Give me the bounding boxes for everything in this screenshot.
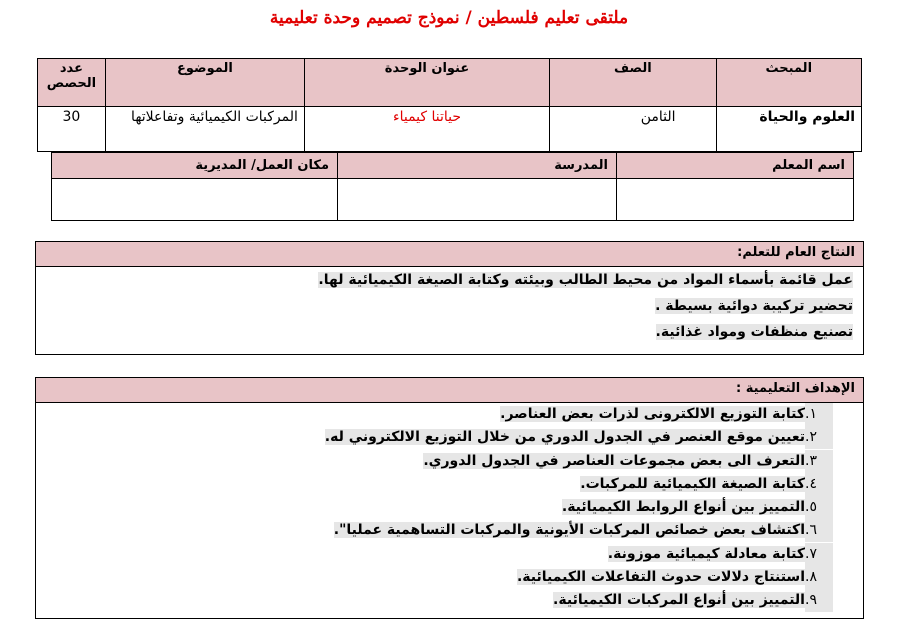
header-school: المدرسة — [338, 153, 617, 179]
learning-objectives-section — [35, 377, 864, 619]
objective-number: ٤. — [805, 473, 833, 496]
objective-number: ٨. — [805, 566, 833, 589]
info-value-row — [38, 107, 862, 152]
objective-text: استنتاج دلالات حدوث التفاعلات الكيميائية. — [516, 569, 805, 586]
objective-item — [36, 589, 863, 612]
info-header-row — [38, 59, 862, 107]
general-outcomes-section — [35, 241, 864, 355]
teacher-input-row — [52, 179, 854, 221]
workplace-field[interactable] — [52, 179, 338, 221]
header-subject: المبحث — [716, 59, 861, 107]
value-topic: المركبات الكيميائية وتفاعلاتها — [105, 107, 304, 152]
objective-text: كتابة معادلة كيميائية موزونة. — [607, 545, 805, 562]
outcome-text: تحضير تركيبة دوائية بسيطة . — [655, 298, 853, 314]
objective-text: تعيين موقع العنصر في الجدول الدوري من خلال التوزيع الالكتروني له. — [324, 429, 805, 446]
outcome-item — [36, 319, 863, 345]
objective-text: كتابة التوزيع الالكترونى لذرات بعض العناصر. — [500, 406, 805, 422]
objective-number: ٧. — [805, 543, 833, 566]
page-title: ملتقى تعليم فلسطين / نموذج تصميم وحدة تعليمية — [269, 8, 629, 28]
value-unit-title: حياتنا كيمياء — [304, 107, 549, 152]
value-grade: الثامن — [550, 107, 716, 152]
objective-item — [36, 450, 863, 473]
header-grade: الصف — [550, 59, 716, 107]
objective-item — [36, 403, 863, 426]
header-workplace: مكان العمل/ المديرية — [52, 153, 338, 179]
objective-number: ٩. — [805, 589, 833, 612]
objective-text: كتابة الصيغة الكيميائية للمركبات. — [580, 475, 805, 492]
objective-item — [36, 543, 863, 566]
header-teacher-name: اسم المعلم — [617, 153, 854, 179]
objective-item — [36, 566, 863, 589]
header-unit-title: عنوان الوحدة — [304, 59, 549, 107]
objective-item — [36, 519, 863, 542]
teacher-table — [51, 152, 854, 221]
objective-text: التمييز بين أنواع الروابط الكيميائية. — [561, 499, 805, 516]
objective-number: ٦. — [805, 519, 833, 542]
outcome-text: تصنيع منظفات ومواد غذائية. — [655, 324, 853, 340]
objective-text: التعرف الى بعض مجموعات العناصر في الجدول الدوري. — [423, 452, 805, 469]
header-periods: عدد الحصص — [38, 59, 106, 107]
objective-number: ٢. — [805, 426, 833, 449]
teacher-name-field[interactable] — [617, 179, 854, 221]
school-field[interactable] — [338, 179, 617, 221]
teacher-header-row — [52, 153, 854, 179]
objective-number: ٥. — [805, 496, 833, 519]
unit-info-table — [37, 58, 862, 152]
value-subject: العلوم والحياة — [716, 107, 861, 152]
header-topic: الموضوع — [105, 59, 304, 107]
objective-text: اكتشاف بعض خصائص المركبات الأيونية والمركبات التساهمية عمليا". — [333, 522, 805, 539]
objective-text: التمييز بين أنواع المركبات الكيميائية. — [553, 592, 805, 609]
objective-item — [36, 426, 863, 449]
outcome-item — [36, 293, 863, 319]
outcome-text: عمل قائمة بأسماء المواد من محيط الطالب وبيئته وكتابة الصيغة الكيميائية لها. — [318, 272, 853, 288]
objective-item — [36, 473, 863, 496]
objectives-heading: الإهداف التعليمية : — [36, 378, 863, 403]
objective-number: ١. — [805, 403, 833, 426]
outcome-item — [36, 267, 863, 293]
objective-number: ٣. — [805, 450, 833, 473]
objective-item — [36, 496, 863, 519]
outcomes-heading: النتاج العام للتعلم: — [36, 242, 863, 267]
value-periods: 30 — [38, 107, 106, 152]
